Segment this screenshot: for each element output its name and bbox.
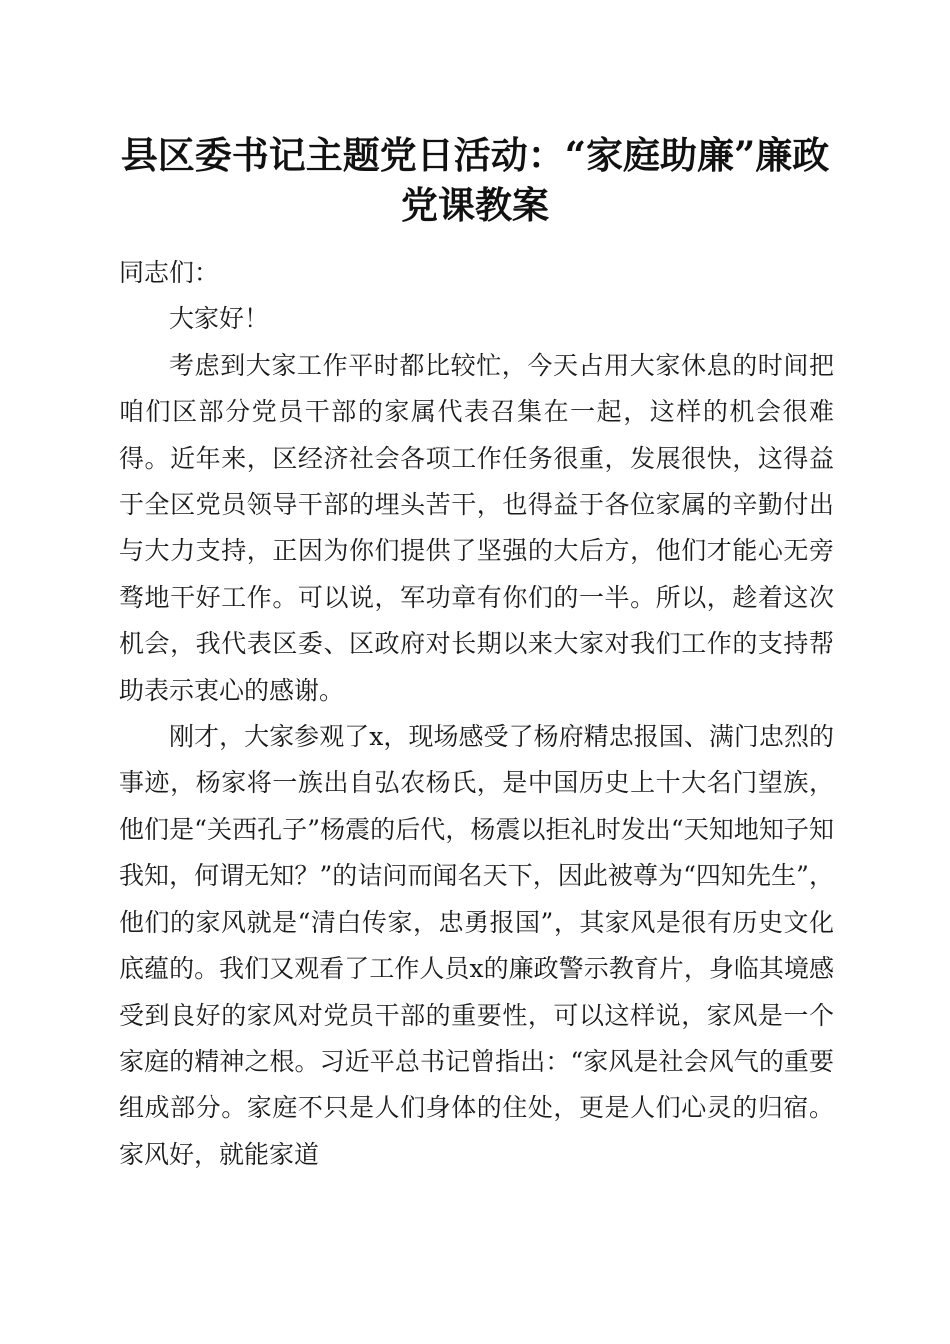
- document-title-line-1: 县区委书记主题党日活动：“家庭助廉”廉政: [120, 133, 830, 177]
- document-body: [119, 250, 834, 1178]
- document-title: [100, 130, 850, 230]
- body-paragraph-1: 考虑到大家工作平时都比较忙，今天占用大家休息的时间把咱们区部分党员干部的家属代表召集在一起，这样的机会很难得。近年来，区经济社会各项工作任务很重，发展很快，这得益于全区党员领导干部的埋头苦干，也得益于各位家属的辛勤付出与大力支持，正因为你们提供了坚强的大后方，他们才能心无旁骛地干好工作。可以说，军功章有你们的一半。所以，趁着这次机会，我代表区委、区政府对长期以来大家对我们工作的支持帮助表示衷心的感谢。: [119, 350, 834, 705]
- document-title-line-2: 党课教案: [401, 183, 549, 227]
- greeting-paragraph: 大家好！: [169, 304, 270, 334]
- body-paragraph-2: 刚才，大家参观了x，现场感受了杨府精忠报国、满门忠烈的事迹，杨家将一族出自弘农杨氏，是中国历史上十大名门望族，他们是“关西孔子”杨震的后代，杨震以拒礼时发出“天知地知子知我知，何谓无知？”的诘问而闻名天下，因此被尊为“四知先生”，他们的家风就是“清白传家，忠勇报国”，其家风是很有历史文化底蕴的。我们又观看了工作人员x的廉政警示教育片，身临其境感受到良好的家风对党员干部的重要性，可以这样说，家风是一个家庭的精神之根。习近平总书记曾指出：“家风是社会风气的重要组成部分。家庭不只是人们身体的住处，更是人们心灵的归宿。家风好，就能家道: [119, 722, 834, 1169]
- salutation: 同志们：: [119, 258, 220, 287]
